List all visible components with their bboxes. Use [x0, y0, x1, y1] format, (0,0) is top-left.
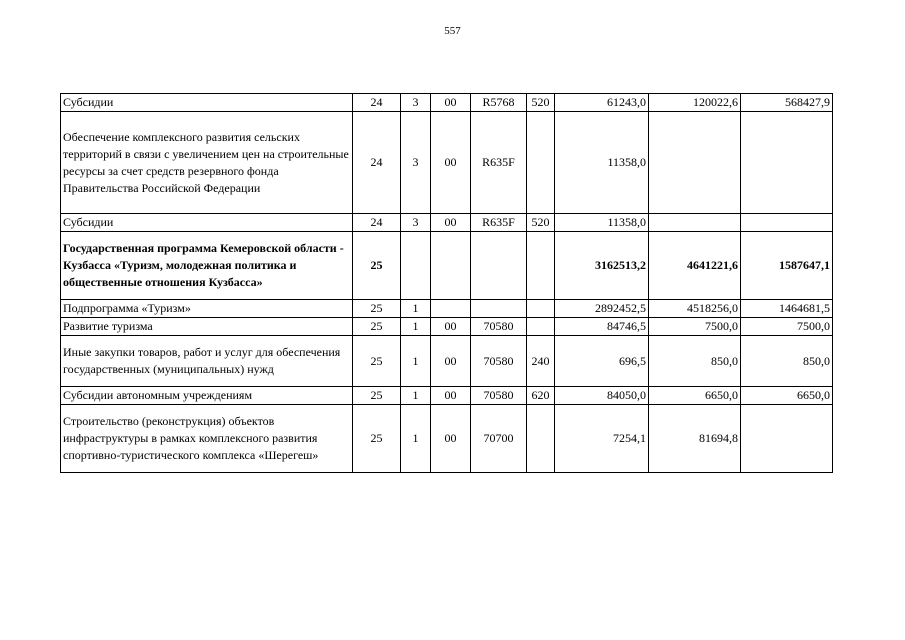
- row-name-cell: Строительство (реконструкция) объектов инфраструктуры в рамках комплексного развития спортивно-туристического комплекса «Шерегеш»: [61, 405, 353, 473]
- row-name-cell: Субсидии: [61, 214, 353, 232]
- expense-type-code-cell: 520: [527, 94, 555, 112]
- program-code-cell: 25: [353, 387, 401, 405]
- row-name-cell: Субсидии автономным учреждениям: [61, 387, 353, 405]
- amount-year1-cell: 696,5: [555, 336, 649, 387]
- direction-code-cell: 70580: [471, 318, 527, 336]
- amount-year2-cell: 7500,0: [649, 318, 741, 336]
- expense-type-code-cell: [527, 232, 555, 300]
- main-activity-code-cell: [431, 300, 471, 318]
- program-code-cell: 25: [353, 405, 401, 473]
- main-activity-code-cell: 00: [431, 387, 471, 405]
- subprogram-code-cell: 3: [401, 214, 431, 232]
- main-activity-code-cell: [431, 232, 471, 300]
- amount-year3-cell: 850,0: [741, 336, 833, 387]
- row-name-cell: Развитие туризма: [61, 318, 353, 336]
- row-name-cell: Обеспечение комплексного развития сельских территорий в связи с увеличением цен на строительные ресурсы за счет средств резервного фонда Правительства Российской Федерации: [61, 112, 353, 214]
- direction-code-cell: 70580: [471, 336, 527, 387]
- table-row: [61, 94, 833, 112]
- table-row: [61, 318, 833, 336]
- subprogram-code-cell: 1: [401, 405, 431, 473]
- amount-year3-cell: 1464681,5: [741, 300, 833, 318]
- program-code-cell: 24: [353, 94, 401, 112]
- amount-year3-cell: 6650,0: [741, 387, 833, 405]
- amount-year2-cell: 850,0: [649, 336, 741, 387]
- program-code-cell: 25: [353, 336, 401, 387]
- page-number: 557: [444, 25, 461, 37]
- main-activity-code-cell: 00: [431, 405, 471, 473]
- table-row: [61, 232, 833, 300]
- expense-type-code-cell: [527, 112, 555, 214]
- direction-code-cell: 70580: [471, 387, 527, 405]
- expense-type-code-cell: [527, 405, 555, 473]
- table-row: [61, 387, 833, 405]
- table-row: [61, 300, 833, 318]
- amount-year2-cell: 81694,8: [649, 405, 741, 473]
- amount-year1-cell: 3162513,2: [555, 232, 649, 300]
- table-row: [61, 214, 833, 232]
- budget-table: [60, 93, 833, 473]
- table-row: [61, 405, 833, 473]
- amount-year3-cell: [741, 405, 833, 473]
- amount-year2-cell: [649, 214, 741, 232]
- amount-year1-cell: 11358,0: [555, 112, 649, 214]
- table-body: [61, 94, 833, 473]
- expense-type-code-cell: [527, 318, 555, 336]
- program-code-cell: 25: [353, 300, 401, 318]
- direction-code-cell: 70700: [471, 405, 527, 473]
- subprogram-code-cell: 1: [401, 318, 431, 336]
- amount-year2-cell: 4641221,6: [649, 232, 741, 300]
- subprogram-code-cell: 1: [401, 336, 431, 387]
- direction-code-cell: R635F: [471, 112, 527, 214]
- amount-year1-cell: 11358,0: [555, 214, 649, 232]
- program-code-cell: 24: [353, 112, 401, 214]
- main-activity-code-cell: 00: [431, 214, 471, 232]
- amount-year2-cell: 4518256,0: [649, 300, 741, 318]
- amount-year1-cell: 7254,1: [555, 405, 649, 473]
- expense-type-code-cell: [527, 300, 555, 318]
- table-row: [61, 112, 833, 214]
- amount-year3-cell: [741, 214, 833, 232]
- table-row: [61, 336, 833, 387]
- program-code-cell: 24: [353, 214, 401, 232]
- expense-type-code-cell: 240: [527, 336, 555, 387]
- expense-type-code-cell: 520: [527, 214, 555, 232]
- row-name-cell: Подпрограмма «Туризм»: [61, 300, 353, 318]
- subprogram-code-cell: 1: [401, 300, 431, 318]
- program-code-cell: 25: [353, 232, 401, 300]
- main-activity-code-cell: 00: [431, 94, 471, 112]
- amount-year2-cell: 6650,0: [649, 387, 741, 405]
- direction-code-cell: R635F: [471, 214, 527, 232]
- row-name-cell: Государственная программа Кемеровской области - Кузбасса «Туризм, молодежная политика и общественные отношения Кузбасса»: [61, 232, 353, 300]
- amount-year1-cell: 84050,0: [555, 387, 649, 405]
- subprogram-code-cell: 3: [401, 94, 431, 112]
- amount-year3-cell: 7500,0: [741, 318, 833, 336]
- amount-year2-cell: [649, 112, 741, 214]
- main-activity-code-cell: 00: [431, 318, 471, 336]
- amount-year1-cell: 61243,0: [555, 94, 649, 112]
- program-code-cell: 25: [353, 318, 401, 336]
- amount-year3-cell: 568427,9: [741, 94, 833, 112]
- direction-code-cell: [471, 300, 527, 318]
- subprogram-code-cell: [401, 232, 431, 300]
- main-activity-code-cell: 00: [431, 336, 471, 387]
- subprogram-code-cell: 3: [401, 112, 431, 214]
- amount-year1-cell: 2892452,5: [555, 300, 649, 318]
- direction-code-cell: [471, 232, 527, 300]
- subprogram-code-cell: 1: [401, 387, 431, 405]
- main-activity-code-cell: 00: [431, 112, 471, 214]
- row-name-cell: Иные закупки товаров, работ и услуг для обеспечения государственных (муниципальных) нужд: [61, 336, 353, 387]
- direction-code-cell: R5768: [471, 94, 527, 112]
- amount-year3-cell: 1587647,1: [741, 232, 833, 300]
- expense-type-code-cell: 620: [527, 387, 555, 405]
- amount-year3-cell: [741, 112, 833, 214]
- amount-year2-cell: 120022,6: [649, 94, 741, 112]
- row-name-cell: Субсидии: [61, 94, 353, 112]
- amount-year1-cell: 84746,5: [555, 318, 649, 336]
